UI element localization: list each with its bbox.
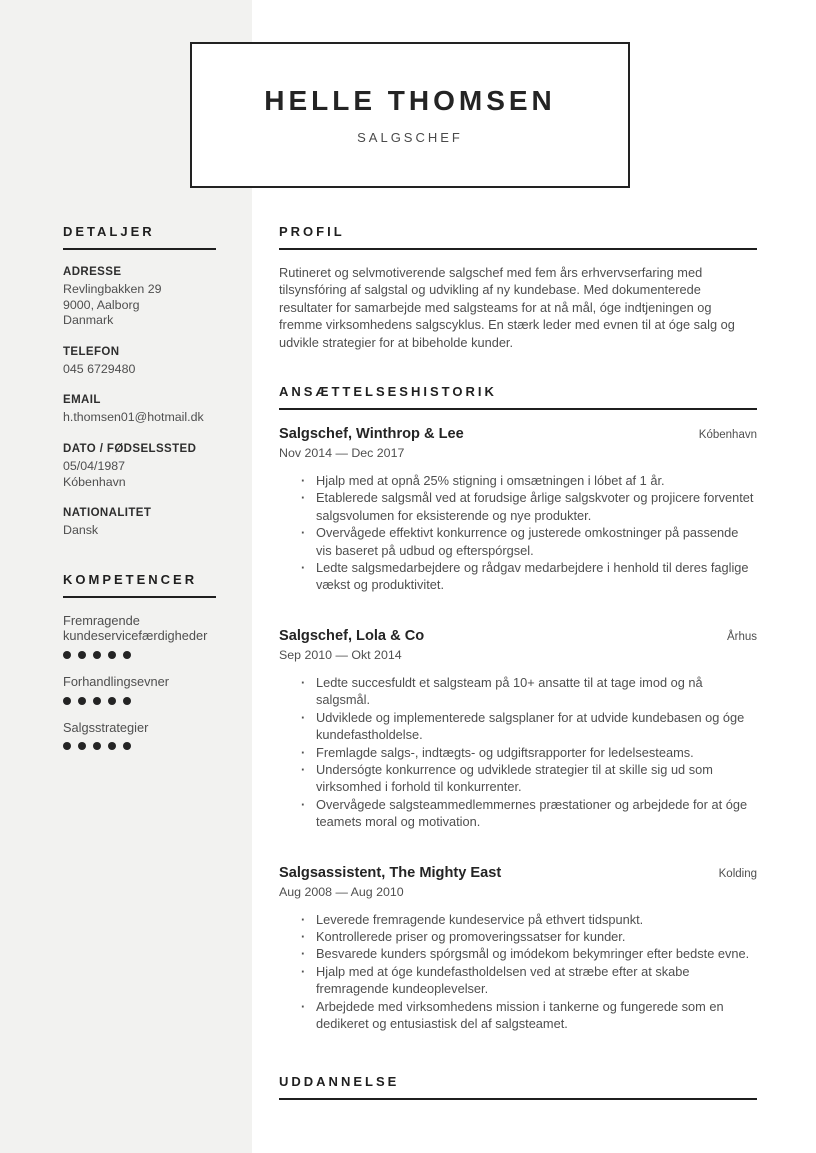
job-title: Salgschef, Winthrop & Lee <box>279 426 464 443</box>
job-bullet: · Ledte salgsmedarbejdere og rådgav medarbejdere i henhold til deres faglige vækst og produktivitet. <box>299 559 757 594</box>
skill-level-dot <box>108 697 116 705</box>
skill-item <box>63 720 216 751</box>
contact-field-line: Kóbenhavn <box>63 474 126 489</box>
contact-field-line: 9000, Aalborg <box>63 297 140 312</box>
job-bullet: · Udviklede og implementerede salgsplaner for at udvide kundebasen og óge kundefastholdelse. <box>299 709 757 744</box>
job-bullets <box>279 674 757 831</box>
skills-heading: KOMPETENCER <box>63 572 216 598</box>
skill-level-dot <box>108 742 116 750</box>
job-bullet: · Ledte succesfuldt et salgsteam på 10+ ansatte til at tage imod og nå salgsmål. <box>299 674 757 709</box>
skill-level-dot <box>78 651 86 659</box>
job-bullets <box>279 911 757 1033</box>
contact-field <box>63 346 216 378</box>
contact-field-line: Danmark <box>63 313 114 328</box>
job-title: Salgschef, Lola & Co <box>279 627 425 644</box>
contact-field-value <box>63 362 216 378</box>
person-name: HELLE THOMSEN <box>264 85 556 116</box>
job-location: Kóbenhavn <box>698 429 757 442</box>
skill-name: Salgsstrategier <box>63 719 149 735</box>
job-dates: Nov 2014 — Dec 2017 <box>279 446 405 461</box>
education-heading: UDDANNELSE <box>279 1074 757 1100</box>
name-card <box>190 42 630 188</box>
profile-text: Rutineret og selvmotiverende salgschef med fem års erhvervserfaring med tilsynsfóring af salgstal og udvikling af ny kundebase. Med dokumenterede resultater for samarbejde med salgsteams for at nå mål, óge indtjeningen og fremme virksomhedens salgscyklus. En stærk leder med evnen til at óge salg og udvikle strategier for at bibeholde kunder. <box>279 265 735 350</box>
skill-level-dot <box>63 697 71 705</box>
profile-heading: PROFIL <box>279 224 757 250</box>
skill-level-dot <box>78 742 86 750</box>
person-job-title: SALGSCHEF <box>357 130 463 145</box>
skill-level-dot <box>123 697 131 705</box>
contact-field-value <box>63 410 216 426</box>
contact-field-value <box>63 282 216 329</box>
job-title: Salgsassistent, The Mighty East <box>279 864 502 881</box>
contact-field-value <box>63 523 216 539</box>
job-entry <box>279 865 757 1033</box>
job-dates: Sep 2010 — Okt 2014 <box>279 647 402 662</box>
job-bullet: · Hjalp med at óge kundefastholdelsen ved at stræbe efter at skabe fremragende kundeoplevelser. <box>299 963 757 998</box>
skill-item <box>63 613 216 659</box>
skill-level-dots <box>63 742 216 750</box>
job-bullet: · Fremlagde salgs-, indtægts- og udgiftsrapporter for ledelsesteams. <box>299 744 757 761</box>
jobs-list <box>279 426 757 1032</box>
contact-field-label: NATIONALITET <box>63 507 152 520</box>
employment-history-heading: ANSÆTTELSESHISTORIK <box>279 384 757 410</box>
contact-field <box>63 443 216 490</box>
job-bullet: · Besvarede kunders spórgsmål og imódekom bekymringer efter bedste evne. <box>299 945 757 962</box>
contact-field-value <box>63 459 216 490</box>
job-bullet: · Hjalp med at opnå 25% stigning i omsætningen i lóbet af 1 år. <box>299 472 757 489</box>
job-bullet: · Overvågede salgsteammedlemmernes præstationer og arbejdede for at óge teamets moral og motivation. <box>299 796 757 831</box>
contact-field-line: h.thomsen01@hotmail.dk <box>63 410 204 425</box>
job-header-row <box>279 865 757 881</box>
skill-level-dot <box>93 651 101 659</box>
job-bullet: · Overvågede effektivt konkurrence og justerede omkostninger på passende vis baseret på udbud og efterspórgsel. <box>299 524 757 559</box>
skills-section <box>63 572 216 750</box>
job-location: Århus <box>726 630 757 643</box>
skill-level-dot <box>63 742 71 750</box>
details-heading: DETALJER <box>63 224 216 250</box>
contact-field-line: 045 6729480 <box>63 361 136 376</box>
skill-level-dot <box>78 697 86 705</box>
job-bullet: · Kontrollerede priser og promoveringssatser for kunder. <box>299 928 757 945</box>
job-entry <box>279 426 757 594</box>
job-bullets <box>279 472 757 594</box>
job-dates: Aug 2008 — Aug 2010 <box>279 884 404 899</box>
contact-field-line: 05/04/1987 <box>63 458 126 473</box>
skills-list <box>63 613 216 750</box>
profile-section <box>279 224 757 351</box>
employment-history-section <box>279 384 757 1032</box>
details-section <box>63 224 216 539</box>
contact-field-line: Revlingbakken 29 <box>63 282 162 296</box>
contact-field <box>63 394 216 426</box>
skill-level-dots <box>63 651 216 659</box>
skill-level-dot <box>108 651 116 659</box>
job-header-row <box>279 628 757 644</box>
skill-level-dot <box>63 651 71 659</box>
job-bullet: · Arbejdede med virksomhedens mission i tankerne og fungerede som en dedikeret og entusiastisk del af salgsteamet. <box>299 998 757 1033</box>
skill-level-dot <box>93 697 101 705</box>
skill-level-dots <box>63 697 216 705</box>
contact-field-line: Dansk <box>63 523 99 538</box>
contact-field-label: TELEFON <box>63 345 120 358</box>
contact-field-label: ADRESSE <box>63 266 122 278</box>
skill-item <box>63 674 216 705</box>
contact-field-label: DATO / FØDSELSSTED <box>63 442 197 455</box>
skill-name: Fremragende kundeservicefærdigheder <box>63 612 208 644</box>
contact-fields <box>63 266 216 539</box>
job-header-row <box>279 426 757 442</box>
job-bullet: · Etablerede salgsmål ved at forudsige årlige salgskvoter og projicere forventet salgsvolumen for eksisterende og nye produkter. <box>299 489 757 524</box>
skill-name: Forhandlingsevner <box>63 673 169 689</box>
job-bullet: · Undersógte konkurrence og udviklede strategier til at skille sig ud som virksomhed i forhold til konkurrenter. <box>299 761 757 796</box>
skill-level-dot <box>93 742 101 750</box>
skill-level-dot <box>123 742 131 750</box>
job-location: Kolding <box>718 867 757 880</box>
contact-field <box>63 507 216 539</box>
job-entry <box>279 628 757 831</box>
contact-field-label: EMAIL <box>63 394 101 407</box>
education-section <box>279 1074 757 1100</box>
job-bullet: · Leverede fremragende kundeservice på ethvert tidspunkt. <box>299 911 757 928</box>
skill-level-dot <box>123 651 131 659</box>
contact-field <box>63 266 216 329</box>
